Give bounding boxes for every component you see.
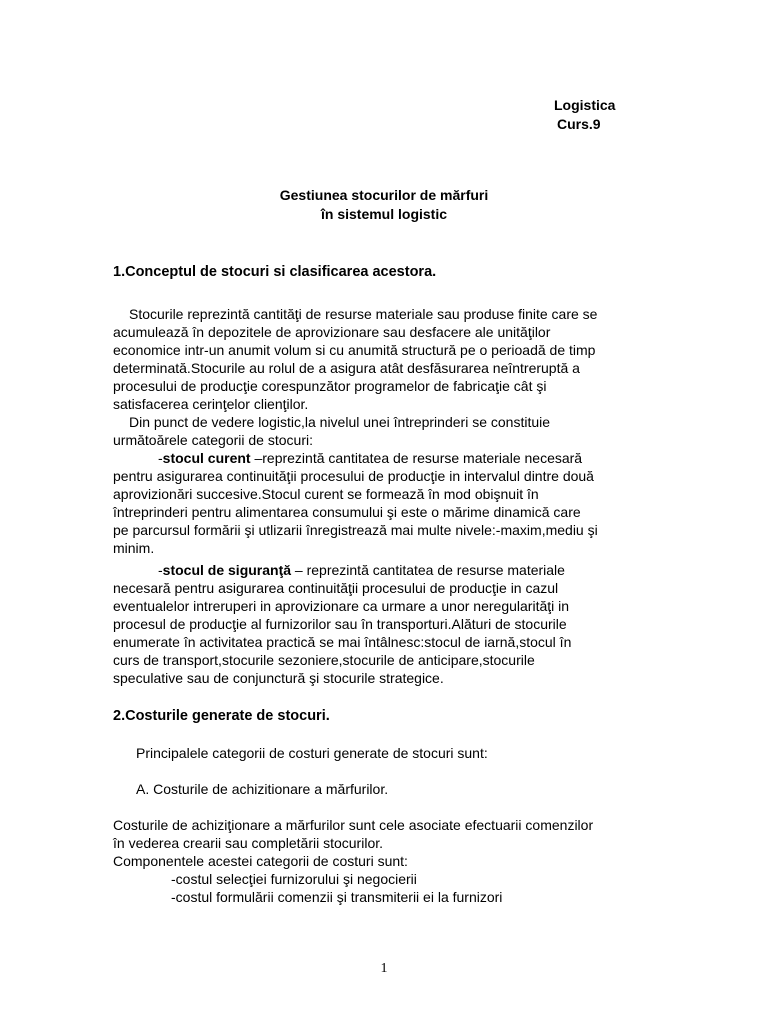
paragraph-line: Stocurile reprezintă cantităţi de resurse materiale sau produse finite care se — [129, 306, 598, 322]
paragraph-line: pentru asigurarea continuităţii procesului de producţie in intervalul dintre două — [113, 468, 594, 484]
cost-component-item: -costul formulării comenzii şi transmiterii ei la furnizori — [171, 889, 503, 905]
paragraph-line: necesară pentru asigurarea continuităţii procesului de producţie in cazul — [113, 580, 559, 596]
cost-category-a: A. Costurile de achizitionare a mărfurilor. — [136, 781, 389, 797]
section-2-body — [113, 816, 593, 906]
paragraph-line: curs de transport,stocurile sezoniere,stocurile de anticipare,stocurile — [113, 652, 535, 668]
section-1-heading: 1.Conceptul de stocuri si clasificarea acestora. — [113, 264, 437, 280]
paragraph-line: procesul de producţie al furnizorilor sau în transporturi.Alături de stocurile — [113, 616, 567, 632]
stocul-curent-definition — [113, 449, 598, 557]
cost-component-item: -costul selecţiei furnizorului şi negocierii — [171, 871, 417, 887]
paragraph-line: enumerate în activitatea practică se mai întâlnesc:stocul de iarnă,stocul în — [113, 634, 572, 650]
definition-first-line: -stocul de siguranţă – reprezintă cantitatea de resurse materiale — [158, 562, 565, 578]
term-stocul-curent: stocul curent — [162, 450, 251, 466]
paragraph-line: aprovizionări succesive.Stocul curent se formează în mod obişnuit în — [113, 486, 539, 502]
term-stocul-de-siguranta: stocul de siguranţă — [162, 562, 292, 578]
title-line-2: în sistemul logistic — [320, 206, 448, 222]
paragraph-line: minim. — [113, 540, 155, 556]
paragraph-line: eventualelor intreruperi in aprovizionare ca urmare a unor neregularităţi in — [113, 598, 570, 614]
section-2-intro: Principalele categorii de costuri generate de stocuri sunt: — [136, 745, 488, 761]
paragraph-line: economice intr-un anumit volum si cu anumită structură pe o perioadă de timp — [113, 342, 596, 358]
title-line-1: Gestiunea stocurilor de mărfuri — [279, 187, 489, 203]
definition-first-line: -stocul curent –reprezintă cantitatea de resurse materiale necesară — [158, 450, 583, 466]
document-title — [0, 186, 768, 224]
section-1-intro — [113, 305, 597, 449]
lecture-number: Curs.9 — [557, 116, 601, 132]
paragraph-line: procesului de producţie corespunzător programelor de fabricaţie cât şi — [113, 378, 547, 394]
section-2-heading: 2.Costurile generate de stocuri. — [113, 708, 330, 724]
stocul-de-siguranta-definition — [113, 561, 571, 687]
paragraph-line: în vederea crearii sau completării stocurilor. — [113, 835, 384, 851]
paragraph-line: determinată.Stocurile au rolul de a asigura atât desfăsurarea neîntreruptă a — [113, 360, 580, 376]
document-header — [554, 96, 615, 134]
paragraph-line: Componentele acestei categorii de costuri sunt: — [113, 853, 408, 869]
paragraph-line: satisfacerea cerinţelor clienţilor. — [113, 396, 309, 412]
paragraph-line: întreprinderi pentru alimentarea consumului şi este o mărime dinamică care — [113, 504, 581, 520]
course-name: Logistica — [554, 97, 616, 113]
paragraph-line: pe parcursul formării şi utlizarii înregistrează mai multe nivele:-maxim,mediu şi — [113, 522, 598, 538]
paragraph-line: următoărele categorii de stocuri: — [113, 432, 313, 448]
paragraph-line: acumulează în depozitele de aprovizionare sau desfacere ale unităţilor — [113, 324, 551, 340]
paragraph-line: Din punct de vedere logistic,la nivelul unei întreprinderi se constituie — [129, 414, 551, 430]
paragraph-line: Costurile de achiziţionare a mărfurilor sunt cele asociate efectuarii comenzilor — [113, 817, 594, 833]
page-number: 1 — [380, 961, 388, 976]
paragraph-line: speculative sau de conjunctură şi stocurile strategice. — [113, 670, 444, 686]
